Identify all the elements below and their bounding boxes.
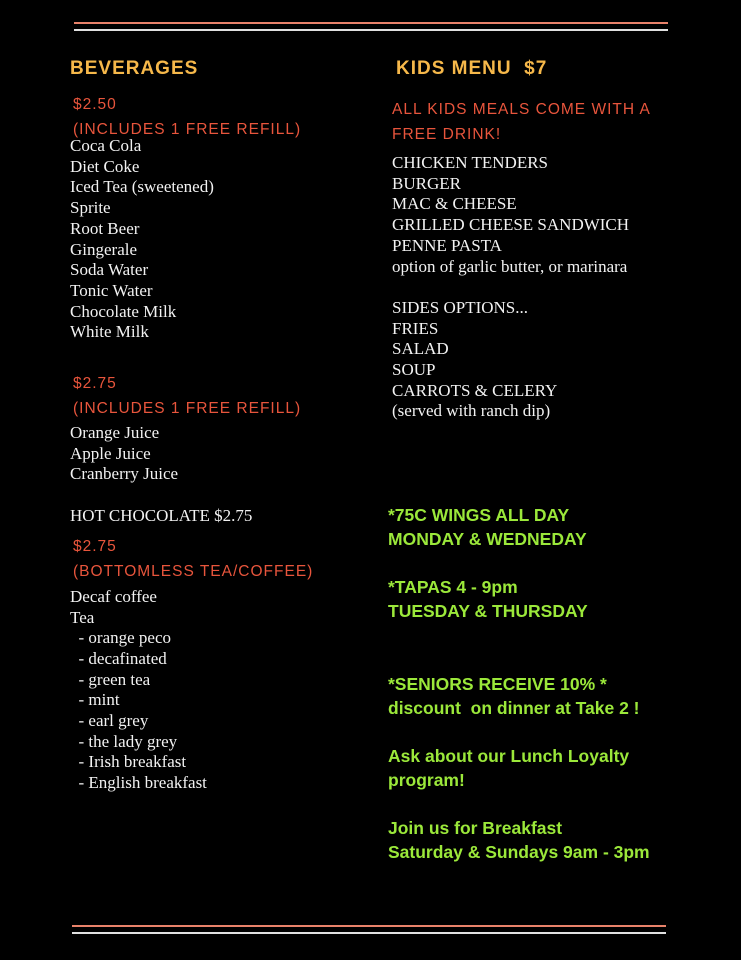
- list-item: Decaf coffee: [70, 586, 157, 606]
- list-item: Soda Water: [70, 260, 149, 280]
- list-item: GRILLED CHEESE SANDWICH: [392, 215, 630, 235]
- group-1-note: (INCLUDES 1 FREE REFILL): [73, 121, 302, 138]
- special-wings: [388, 503, 728, 551]
- bottom-rule-upper: [72, 925, 666, 927]
- beverages-heading: BEVERAGES: [70, 58, 199, 79]
- list-item: SOUP: [392, 360, 436, 380]
- group-3-note: (BOTTOMLESS TEA/COFFEE): [73, 562, 314, 580]
- group-1-price: $2.50: [73, 96, 117, 113]
- list-item: Gingerale: [70, 239, 138, 259]
- list-item: - mint: [70, 690, 120, 710]
- list-item: Root Beer: [70, 218, 140, 238]
- list-item: Sprite: [70, 198, 111, 218]
- list-item: Diet Coke: [70, 156, 140, 176]
- kids-menu-note: [392, 97, 722, 147]
- top-rule-lower: [74, 29, 668, 31]
- list-item: CHICKEN TENDERS: [392, 153, 548, 172]
- wings-line-1: *75C WINGS ALL DAY: [388, 505, 570, 525]
- group-3-price: $2.75: [73, 537, 117, 555]
- tapas-line-1: *TAPAS 4 - 9pm: [388, 577, 518, 597]
- list-item: (served with ranch dip): [392, 401, 551, 421]
- kids-note-line-2: FREE DRINK!: [392, 126, 502, 143]
- list-item: Tea: [70, 607, 95, 627]
- list-item: BURGER: [392, 173, 461, 193]
- group-2-note: (INCLUDES 1 FREE REFILL): [73, 400, 302, 418]
- kids-menu-heading: KIDS MENU $7: [396, 58, 548, 79]
- list-item: Cranberry Juice: [70, 464, 179, 484]
- top-rule-upper: [74, 22, 668, 24]
- specials-section: [388, 503, 728, 864]
- list-item: Tonic Water: [70, 280, 153, 300]
- beverages-group-3: [70, 534, 370, 584]
- list-item: Iced Tea (sweetened): [70, 177, 214, 197]
- special-seniors: [388, 672, 728, 720]
- group-2-price: $2.75: [73, 375, 117, 393]
- list-item: CARROTS & CELERY: [392, 380, 558, 400]
- list-item: - green tea: [70, 669, 151, 689]
- seniors-line-1: *SENIORS RECEIVE 10% *: [388, 674, 607, 694]
- sides-heading: SIDES OPTIONS...: [392, 297, 529, 317]
- list-item: - English breakfast: [70, 773, 207, 793]
- hot-chocolate: HOT CHOCOLATE $2.75: [70, 506, 253, 526]
- loyalty-line-2: program!: [388, 770, 465, 790]
- special-breakfast: [388, 816, 728, 864]
- beverages-group-1: [70, 92, 370, 142]
- list-item: White Milk: [70, 322, 149, 342]
- tapas-line-2: TUESDAY & THURSDAY: [388, 601, 588, 621]
- list-item: SALAD: [392, 339, 449, 359]
- list-item: - the lady grey: [70, 731, 178, 751]
- beverages-group-2: [70, 371, 370, 421]
- sides-list: [392, 319, 722, 423]
- loyalty-line-1: Ask about our Lunch Loyalty: [388, 746, 630, 766]
- kids-note-line-1: ALL KIDS MEALS COME WITH A: [392, 101, 651, 118]
- special-loyalty: [388, 744, 728, 792]
- breakfast-line-2: Saturday & Sundays 9am - 3pm: [388, 842, 650, 862]
- list-item: Chocolate Milk: [70, 301, 177, 321]
- list-item: MAC & CHEESE: [392, 194, 517, 214]
- list-item: - earl grey: [70, 711, 149, 731]
- group-3-items: [70, 587, 370, 794]
- list-item: - Irish breakfast: [70, 752, 187, 772]
- list-item: Apple Juice: [70, 443, 151, 463]
- group-1-items: [70, 136, 370, 343]
- kids-meals: [392, 153, 722, 277]
- list-item: FRIES: [392, 318, 439, 338]
- wings-line-2: MONDAY & WEDNEDAY: [388, 529, 587, 549]
- breakfast-line-1: Join us for Breakfast: [388, 818, 563, 838]
- list-item: - orange peco: [70, 628, 172, 648]
- seniors-line-2: discount on dinner at Take 2 !: [388, 698, 640, 718]
- kids-menu-section: [392, 58, 722, 422]
- special-tapas: [388, 575, 728, 623]
- bottom-rule-lower: [72, 932, 666, 934]
- beverages-section: [70, 58, 370, 794]
- list-item: Orange Juice: [70, 423, 160, 443]
- list-item: PENNE PASTA: [392, 235, 502, 255]
- group-2-items: [70, 423, 370, 485]
- list-item: - decafinated: [70, 648, 167, 668]
- list-item: Coca Cola: [70, 136, 142, 155]
- list-item: option of garlic butter, or marinara: [392, 256, 628, 276]
